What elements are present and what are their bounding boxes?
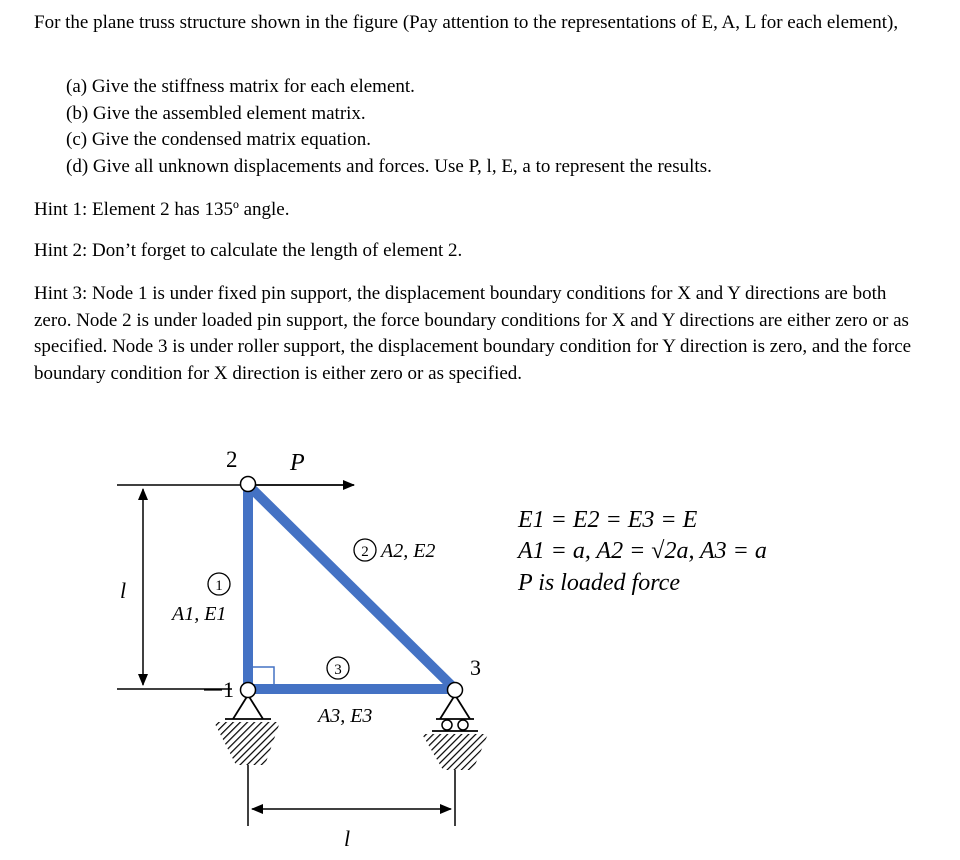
task-d: (d) Give all unknown displacements and forces. Use P, l, E, a to represent the results. <box>66 155 712 177</box>
element-2-number: 2 <box>361 544 369 560</box>
legend-line-1: E1 = E2 = E3 = E <box>518 507 698 533</box>
load-label: P <box>290 450 305 476</box>
legend-line-3: P is loaded force <box>518 570 680 596</box>
element-3-props: A3, E3 <box>318 705 373 727</box>
task-b: (b) Give the assembled element matrix. <box>66 102 366 124</box>
element-2-props: A2, E2 <box>381 540 436 562</box>
right-angle-mark <box>253 667 274 684</box>
dim-vertical-label: l <box>120 578 127 603</box>
node-1-joint <box>241 683 256 698</box>
node-3-joint <box>448 683 463 698</box>
roller-support-node-3 <box>422 695 488 770</box>
node-2-label: 2 <box>226 447 238 472</box>
element-1-number: 1 <box>215 578 223 594</box>
pin-support-node-1 <box>214 695 280 765</box>
task-a: (a) Give the stiffness matrix for each element. <box>66 76 415 97</box>
legend-line-2: A1 = a, A2 = √2a, A3 = a <box>518 538 767 564</box>
node-2-joint <box>241 477 256 492</box>
problem-statement: For the plane truss structure shown in the figure (Pay attention to the representations of E, A, L for each element), <box>34 12 899 33</box>
hint-1: Hint 1: Element 2 has 135º angle. <box>34 199 290 220</box>
task-c: (c) Give the condensed matrix equation. <box>66 129 371 150</box>
node-3-label: 3 <box>470 655 481 680</box>
node-1-label: 1 <box>223 677 234 702</box>
element-2 <box>248 485 455 689</box>
dim-horizontal-label: l <box>344 826 351 851</box>
element-3-number: 3 <box>334 662 342 678</box>
hint-3: Hint 3: Node 1 is under fixed pin support, the displacement boundary conditions for X and Y directions are both zero. Node 2 is under loaded pin support, the force boundary conditions for X and Y directions are either zero or as specified. Node 3 is under roller support, the displacement boundary condition for Y direction is zero, and the force boundary condition for X direction is either zero or as specified. <box>34 283 912 384</box>
element-1-props: A1, E1 <box>172 603 227 625</box>
hint-2: Hint 2: Don’t forget to calculate the length of element 2. <box>34 240 463 261</box>
